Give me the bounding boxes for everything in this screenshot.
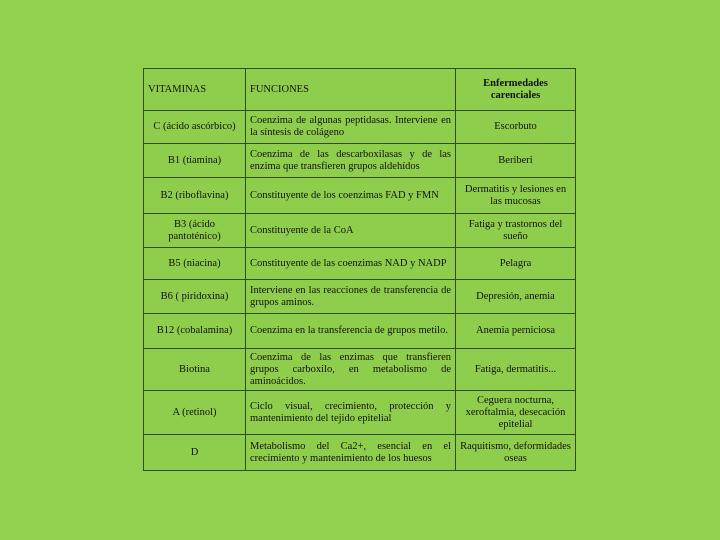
disease-cell: Anemia perniciosa — [456, 314, 576, 349]
function-cell: Constituyente de los coenzimas FAD y FMN — [246, 178, 456, 214]
vitamin-cell: B1 (tiamina) — [144, 144, 246, 178]
disease-cell: Raquitismo, deformidades oseas — [456, 435, 576, 471]
table-row — [144, 349, 576, 391]
header-functions: FUNCIONES — [246, 69, 456, 111]
disease-cell: Dermatitis y lesiones en las mucosas — [456, 178, 576, 214]
disease-cell: Fatiga, dermatitis... — [456, 349, 576, 391]
vitamin-cell: B3 (ácido pantoténico) — [144, 214, 246, 248]
vitamin-cell: Biotina — [144, 349, 246, 391]
function-cell: Coenzima de las enzimas que transfieren grupos carboxilo, en metabolismo de aminoácidos. — [246, 349, 456, 391]
function-cell: Interviene en las reacciones de transferencia de grupos aminos. — [246, 280, 456, 314]
function-cell: Metabolismo del Ca2+, esencial en el crecimiento y mantenimiento de los huesos — [246, 435, 456, 471]
table-row — [144, 248, 576, 280]
vitamin-cell: A (retinol) — [144, 391, 246, 435]
vitamin-cell: B2 (riboflavina) — [144, 178, 246, 214]
vitamin-cell: B12 (cobalamina) — [144, 314, 246, 349]
vitamin-cell: D — [144, 435, 246, 471]
disease-cell: Escorbuto — [456, 111, 576, 144]
header-diseases: Enfermedades carenciales — [456, 69, 576, 111]
function-cell: Coenzima en la transferencia de grupos metilo. — [246, 314, 456, 349]
disease-cell: Ceguera nocturna, xeroftalmia, desecación epitelial — [456, 391, 576, 435]
table-row — [144, 214, 576, 248]
disease-cell: Beriberi — [456, 144, 576, 178]
table-row — [144, 144, 576, 178]
table-row — [144, 280, 576, 314]
function-cell: Coenzima de las descarboxilasas y de las enzima que transfieren grupos aldehídos — [246, 144, 456, 178]
table-row — [144, 178, 576, 214]
header-vitamins: VITAMINAS — [144, 69, 246, 111]
disease-cell: Pelagra — [456, 248, 576, 280]
table-row — [144, 435, 576, 471]
disease-cell: Fatiga y trastornos del sueño — [456, 214, 576, 248]
table-header-row — [144, 69, 576, 111]
table-row — [144, 111, 576, 144]
function-cell: Constituyente de la CoA — [246, 214, 456, 248]
table-row — [144, 314, 576, 349]
vitamin-cell: B5 (niacina) — [144, 248, 246, 280]
disease-cell: Depresión, anemia — [456, 280, 576, 314]
vitamin-cell: B6 ( piridoxina) — [144, 280, 246, 314]
vitamins-table-container — [143, 68, 575, 470]
vitamin-cell: C (ácido ascórbico) — [144, 111, 246, 144]
table-row — [144, 391, 576, 435]
function-cell: Ciclo visual, crecimiento, protección y mantenimiento del tejido epitelial — [246, 391, 456, 435]
vitamins-table — [143, 68, 576, 471]
function-cell: Constituyente de las coenzimas NAD y NADP — [246, 248, 456, 280]
function-cell: Coenzima de algunas peptidasas. Interviene en la síntesis de colágeno — [246, 111, 456, 144]
